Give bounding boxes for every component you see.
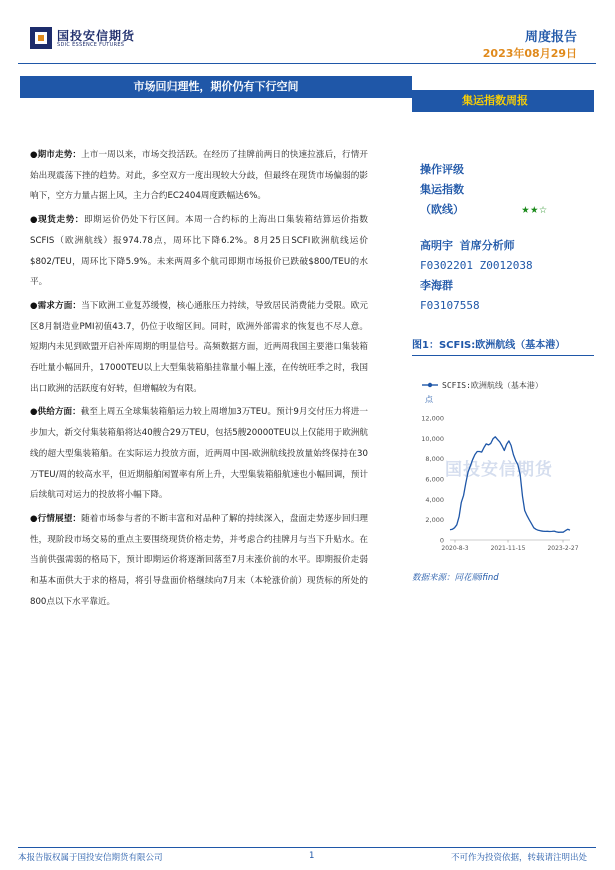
section-demand [30, 296, 368, 400]
y-tick-label: 6,000 [425, 475, 444, 484]
section-text: 即期运价仍处下行区间。本周一合约标的上海出口集装箱结算运价指数SCFIS（欧洲航线）报974.78点，周环比下降6.2%。8月25日SCFI欧洲航线运价$802/TEU，周环比下降5.9%。未来两周多个航司即期市场报价已跌破$800/TEU的水平。 [30, 215, 368, 288]
x-tick-label: 2020-8-3 [441, 545, 469, 552]
series-line [450, 437, 570, 533]
product-name: 集运指数 [420, 183, 464, 196]
report-tag: 集运指数周报 [412, 90, 594, 112]
x-tick-label: 2021-11-15 [490, 545, 526, 552]
section-label: ●需求方面： [30, 300, 82, 311]
y-tick-label: 8,000 [425, 455, 444, 464]
legend-marker [428, 383, 432, 387]
report-body [30, 145, 368, 615]
section-text: 截至上周五全球集装箱船运力较上周增加3万TEU。预计9月交付压力将进一步加大，新交付集装箱船将达40艘合29万TEU，包括5艘20000TEU以上仅能用于欧洲航线的超大型集装箱船。在实际运力投放方面，近两周中国-欧洲航线投放量始终保持在30万TEU/周的较高水平，但近期船舶闲置率有所上升，大型集装箱船航速也小幅回调，预计后续航司对运力的投放将小幅下降。 [30, 407, 369, 501]
logo-subtext: SDIC ESSENCE FUTURES [57, 42, 125, 48]
y-tick-label: 0 [439, 536, 444, 545]
section-label: ●行情展望： [30, 513, 82, 524]
x-tick-label: 2023-2-27 [547, 545, 579, 552]
rating-label: 操作评级 [420, 163, 464, 176]
unit-label: 点 [425, 395, 433, 404]
section-spot [30, 210, 368, 293]
footer-disclaimer: 不可作为投资依据，转载请注明出处 [450, 853, 587, 863]
figure-source: 数据来源：同花顺ifind [412, 573, 499, 583]
analyst-ids: F03107558 [420, 299, 480, 312]
y-tick-label: 4,000 [425, 495, 444, 504]
section-label: ●现货走势： [30, 215, 84, 226]
section-text: 当下欧洲工业复苏缓慢，核心通胀压力持续，导致居民消费能力受限。欧元区8月制造业PMI初值43.7，仍位于收缩区间。同时，欧洲外部需求的恢复也不尽人意。短期内未见到欧盟开启补库周期的明显信号。高频数据方面，近两周我国主要港口集装箱吞吐量小幅回升，17000TEU以上大型集装箱船挂靠量小幅上涨，在传统旺季之时，我国出口欧洲的活跃度有好转，但增幅较为有限。 [30, 300, 368, 394]
y-tick-label: 12,000 [421, 414, 444, 423]
watermark: 国投安信期货 [445, 460, 553, 480]
report-date: 2023年08月29日 [482, 47, 577, 60]
sidebar [420, 160, 590, 316]
line-chart [418, 372, 598, 562]
route-row [420, 200, 548, 220]
section-outlook [30, 509, 368, 613]
logo-text: 国投安信期货 [57, 29, 136, 43]
section-supply [30, 402, 368, 506]
analyst-ids: F0302201 Z0012038 [420, 259, 533, 272]
report-type: 周度报告 [524, 30, 577, 45]
page-number: 1 [309, 851, 315, 861]
section-text: 随着市场参与者的不断丰富和对品种了解的持续深入，盘面走势逐步回归理性，现阶段市场交易的重点主要围绕现货价格走势，并考虑合约挂牌月与当下升贴水。在当前供强需弱的格局下，预计即期运价将逐渐回落至7月末涨价前的水平。即期报价走弱和基本面供大于求的格局，将引导盘面价格继续向7月末（本轮涨价前）现货标的所处的800点以下水平靠近。 [30, 513, 368, 607]
y-tick-label: 10,000 [421, 434, 444, 443]
legend-label: SCFIS:欧洲航线（基本港） [442, 381, 543, 390]
page-title: 市场回归理性，期价仍有下行空间 [20, 76, 412, 98]
section-label: ●供给方面： [30, 407, 81, 418]
analyst-name: 李海群 [420, 279, 453, 292]
analyst-name: 高明宇 首席分析师 [420, 239, 515, 252]
section-futures [30, 145, 368, 207]
footer-copyright: 本报告版权属于国投安信期货有限公司 [18, 853, 163, 863]
logo-icon [30, 27, 52, 49]
figure-divider [412, 355, 594, 356]
footer-divider [18, 847, 596, 848]
y-tick-label: 2,000 [425, 516, 444, 525]
figure-title: 图1：SCFIS:欧洲航线（基本港） [412, 340, 566, 351]
route-name: （欧线） [420, 203, 464, 216]
section-text: 上市一周以来，市场交投活跃。在经历了挂牌前两日的快速拉涨后，行情开始出现震荡下挫的趋势。对此，多空双方一度出现较大分歧，但最终在现货市场偏弱的影响下，空方力量占据上风，主力合约EC2404周度跌幅达6%。 [30, 150, 368, 202]
section-label: ●期市走势： [30, 150, 82, 160]
rating-stars: ★★☆ [521, 202, 548, 217]
header-divider [18, 63, 596, 64]
